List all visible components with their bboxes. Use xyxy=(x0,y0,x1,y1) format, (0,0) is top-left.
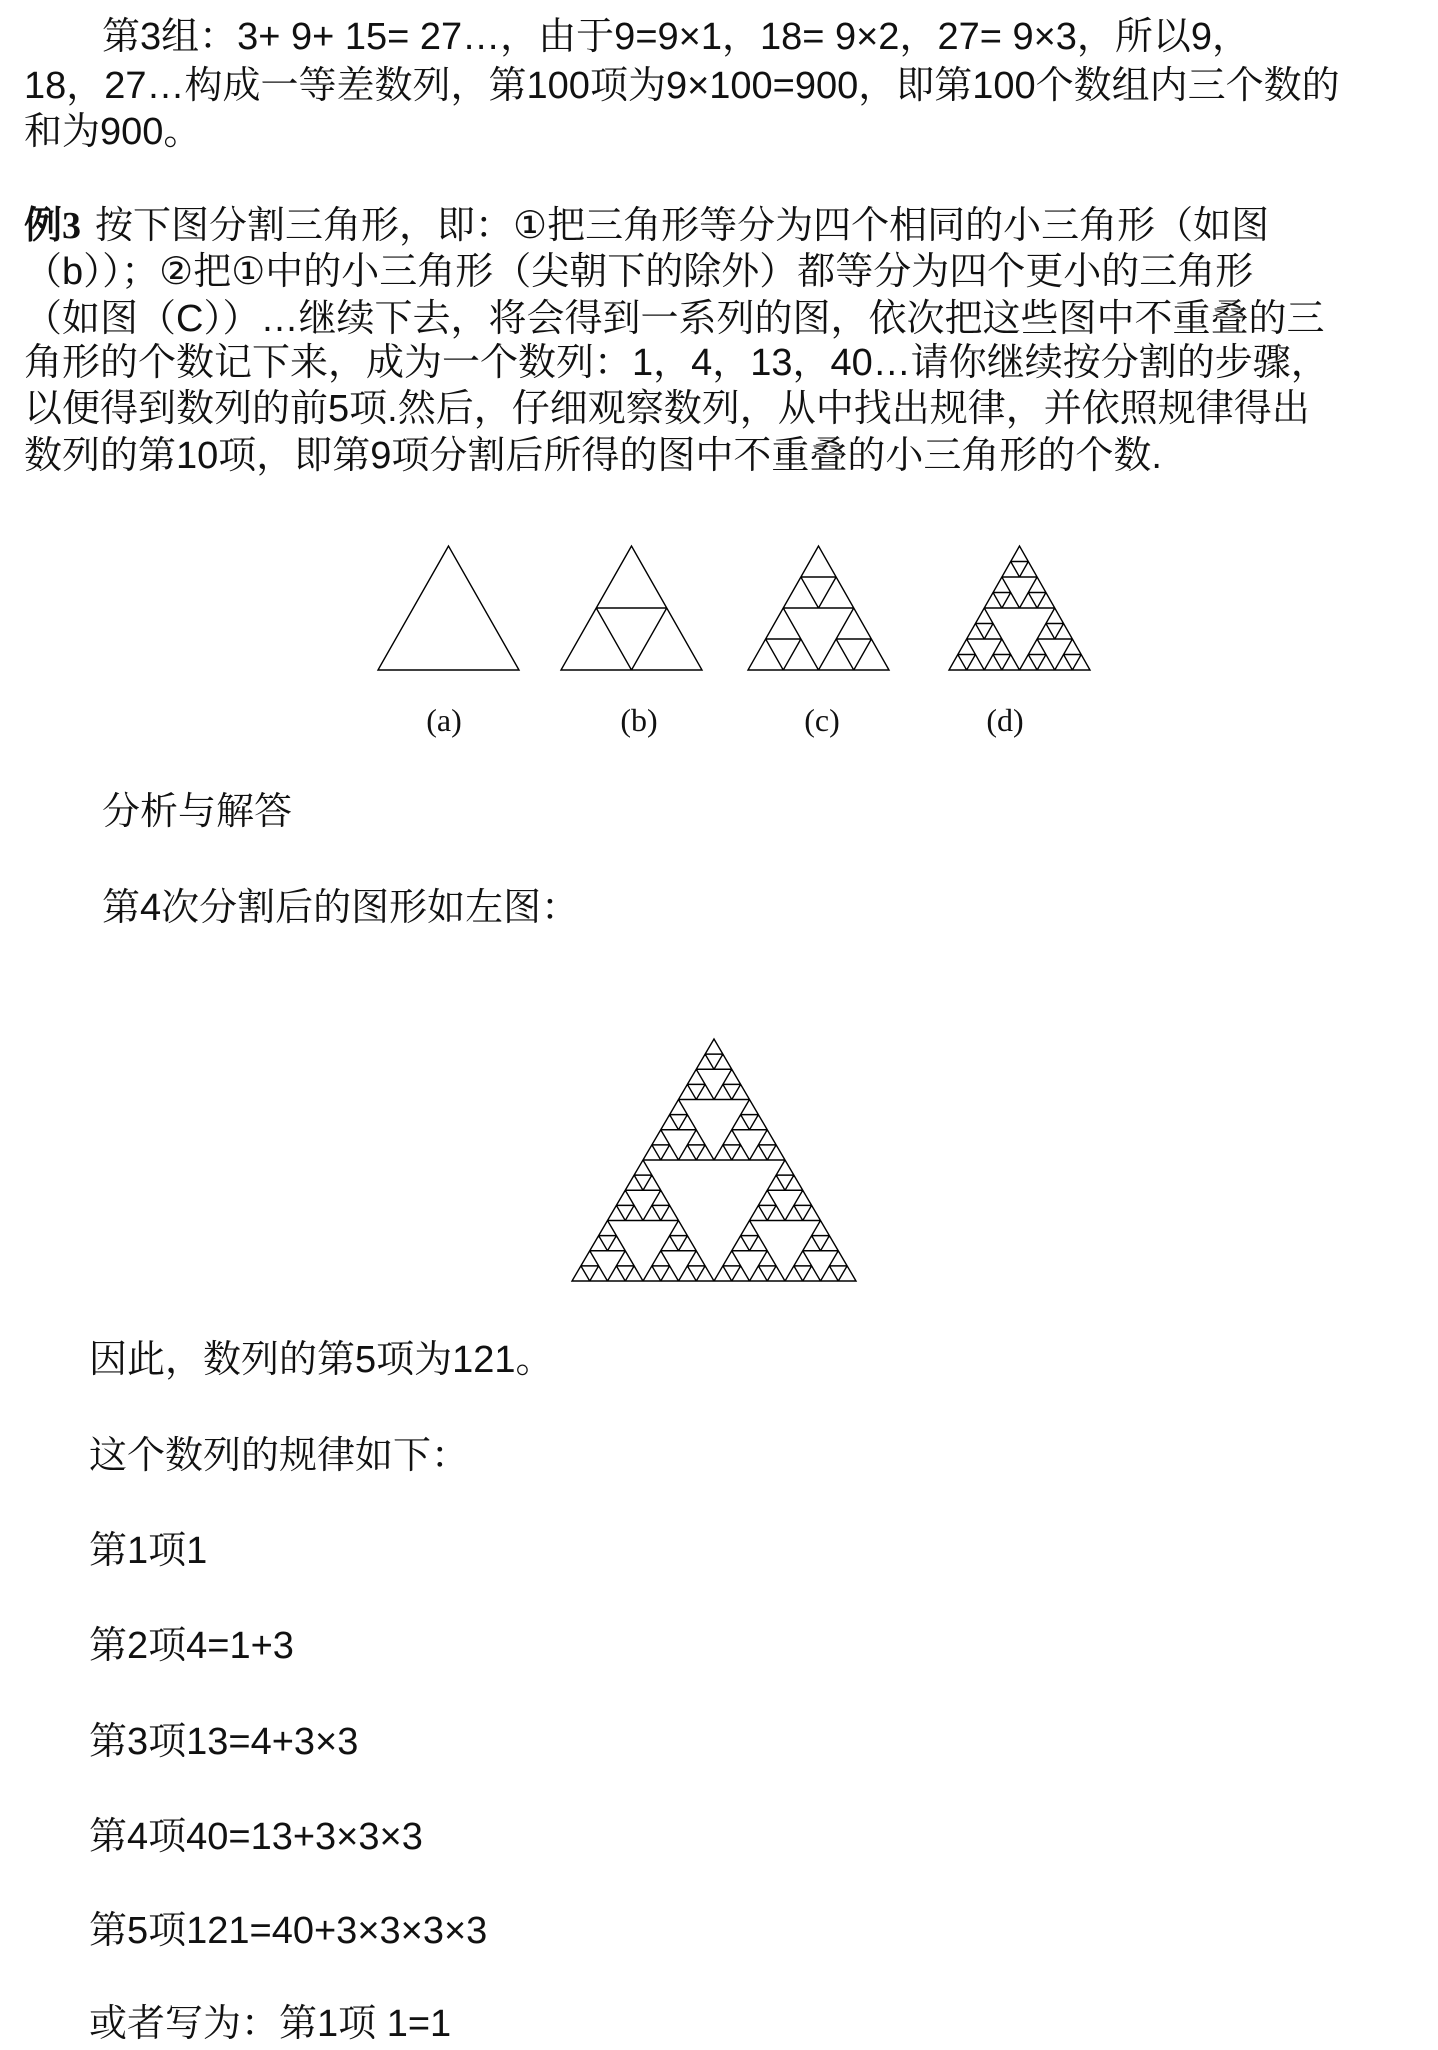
figure-label-c: (c) xyxy=(804,702,840,738)
intro-line: 18，27…构成一等差数列，第100项为9×100=900，即第100个数组内三个数的 xyxy=(24,65,1340,107)
example-line: 按下图分割三角形，即：①把三角形等分为四个相同的小三角形（如图 xyxy=(95,205,1270,247)
analysis-heading: 分析与解答 xyxy=(102,791,293,833)
triangle-lines xyxy=(949,546,1090,670)
figure-label-d: (d) xyxy=(986,702,1024,738)
analysis-line: 因此，数列的第5项为121。 xyxy=(89,1339,554,1381)
example-label: 例3 xyxy=(24,205,82,247)
triangle-lines xyxy=(572,1039,856,1281)
triangle-lines xyxy=(748,546,889,670)
analysis-line: 第4项40=13+3×3×3 xyxy=(89,1816,423,1858)
triangle-figure-c xyxy=(746,544,891,672)
figure-label-a: (a) xyxy=(426,702,462,738)
triangle-lines xyxy=(378,546,519,670)
analysis-line: 第1项1 xyxy=(89,1530,208,1572)
analysis-line: 第2项4=1+3 xyxy=(89,1625,294,1667)
triangle-figure-a xyxy=(376,544,521,672)
example-line: 角形的个数记下来，成为一个数列：1，4，13，40…请你继续按分割的步骤， xyxy=(24,342,1329,384)
figure-label-b: (b) xyxy=(620,702,658,738)
example-line: （b））；②把①中的小三角形（尖朝下的除外）都等分为四个更小的三角形 xyxy=(24,251,1254,293)
intro-line: 和为900。 xyxy=(24,111,202,153)
example-first-line xyxy=(24,204,1269,248)
analysis-line: 这个数列的规律如下： xyxy=(89,1435,470,1477)
example-line: 以便得到数列的前5项.然后，仔细观察数列，从中找出规律，并依照规律得出 xyxy=(24,388,1310,430)
analysis-line: 第3项13=4+3×3 xyxy=(89,1721,359,1763)
triangle-figure-b xyxy=(559,544,704,672)
example-line: 数列的第10项，即第9项分割后所得的图中不重叠的小三角形的个数. xyxy=(24,435,1162,477)
analysis-caption: 第4次分割后的图形如左图： xyxy=(102,887,580,929)
triangle-lines xyxy=(561,546,702,670)
example-line: （如图（C））…继续下去，将会得到一系列的图，依次把这些图中不重叠的三 xyxy=(24,298,1325,340)
analysis-line: 第5项121=40+3×3×3×3 xyxy=(89,1910,488,1952)
analysis-line: 或者写为：第1项 1=1 xyxy=(89,2003,452,2045)
intro-line: 第3组：3+ 9+ 15= 27…，由于9=9×1，18= 9×2，27= 9×3，所以9， xyxy=(102,16,1251,58)
triangle-figure-fourth-division xyxy=(570,1037,858,1283)
triangle-figure-d xyxy=(947,544,1092,672)
